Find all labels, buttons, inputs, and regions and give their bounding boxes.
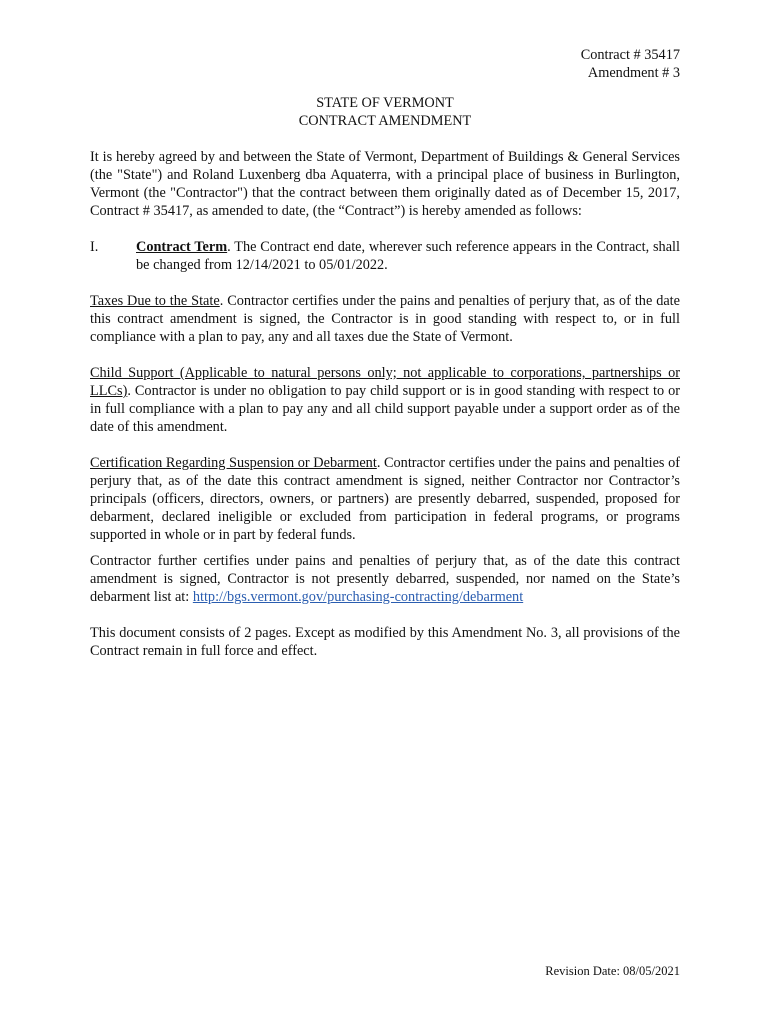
document-page [90, 46, 680, 660]
taxes-paragraph [90, 292, 680, 346]
certification-paragraph [90, 454, 680, 544]
title-line-2: CONTRACT AMENDMENT [298, 113, 472, 129]
title-line-1: STATE OF VERMONT [316, 95, 454, 111]
item-number: I. [90, 239, 99, 255]
certification-text: . Contractor certifies under the pains and penalties of perjury that, as of the date this contract amendment is signed, neither Contractor nor Contractor’s principals (officers, directors, owners, or partners) are presently debarred, suspended, proposed for debarment, declared ineligible or excluded from participation in federal programs, or programs supported in whole or in part by federal funds. [90, 455, 680, 543]
revision-date: Revision Date: 08/05/2021 [545, 964, 680, 978]
further-certification-paragraph [90, 552, 680, 606]
amendment-number: Amendment # 3 [587, 65, 680, 81]
intro-paragraph: It is hereby agreed by and between the State of Vermont, Department of Buildings & General Services (the "State") and Roland Luxenberg dba Aquaterra, with a principal place of business in Burlington, Vermont (the "Contractor") that the contract between them originally dated as of December 15, 2017, Contract # 35417, as amended to date, (the “Contract”) is hereby amended as follows: [90, 149, 680, 219]
child-support-heading: Child Support (Applicable to natural persons only; not applicable to corporations, partnerships or LLCs) [90, 365, 680, 399]
debarment-list-link[interactable]: http://bgs.vermont.gov/purchasing-contracting/debarment [192, 589, 524, 605]
item-text: . The Contract end date, wherever such reference appears in the Contract, shall be changed from 12/14/2021 to 05/01/2022. [136, 239, 680, 273]
closing-paragraph: This document consists of 2 pages. Except as modified by this Amendment No. 3, all provisions of the Contract remain in full force and effect. [90, 625, 680, 659]
certification-heading: Certification Regarding Suspension or Debarment [90, 455, 377, 471]
child-support-text: . Contractor is under no obligation to pay child support or is in good standing with respect to or in full compliance with a plan to pay any and all child support payable under a support order as of the date of this amendment. [90, 383, 680, 435]
taxes-text: . Contractor certifies under the pains and penalties of perjury that, as of the date this contract amendment is signed, the Contractor is in good standing with respect to, or in full compliance with a plan to pay, any and all taxes due the State of Vermont. [90, 293, 681, 345]
contract-number: Contract # 35417 [580, 47, 680, 63]
document-title [90, 94, 680, 130]
item-heading: Contract Term [136, 239, 228, 255]
taxes-heading: Taxes Due to the State [90, 293, 220, 309]
contract-header [90, 46, 680, 82]
item-contract-term [90, 238, 680, 274]
item-body [136, 238, 680, 274]
child-support-paragraph [90, 364, 680, 436]
further-text: Contractor further certifies under pains and penalties of perjury that, as of the date this contract amendment is signed, Contractor is not presently debarred, suspended, nor named on the State’s debarment list at: [90, 553, 680, 605]
